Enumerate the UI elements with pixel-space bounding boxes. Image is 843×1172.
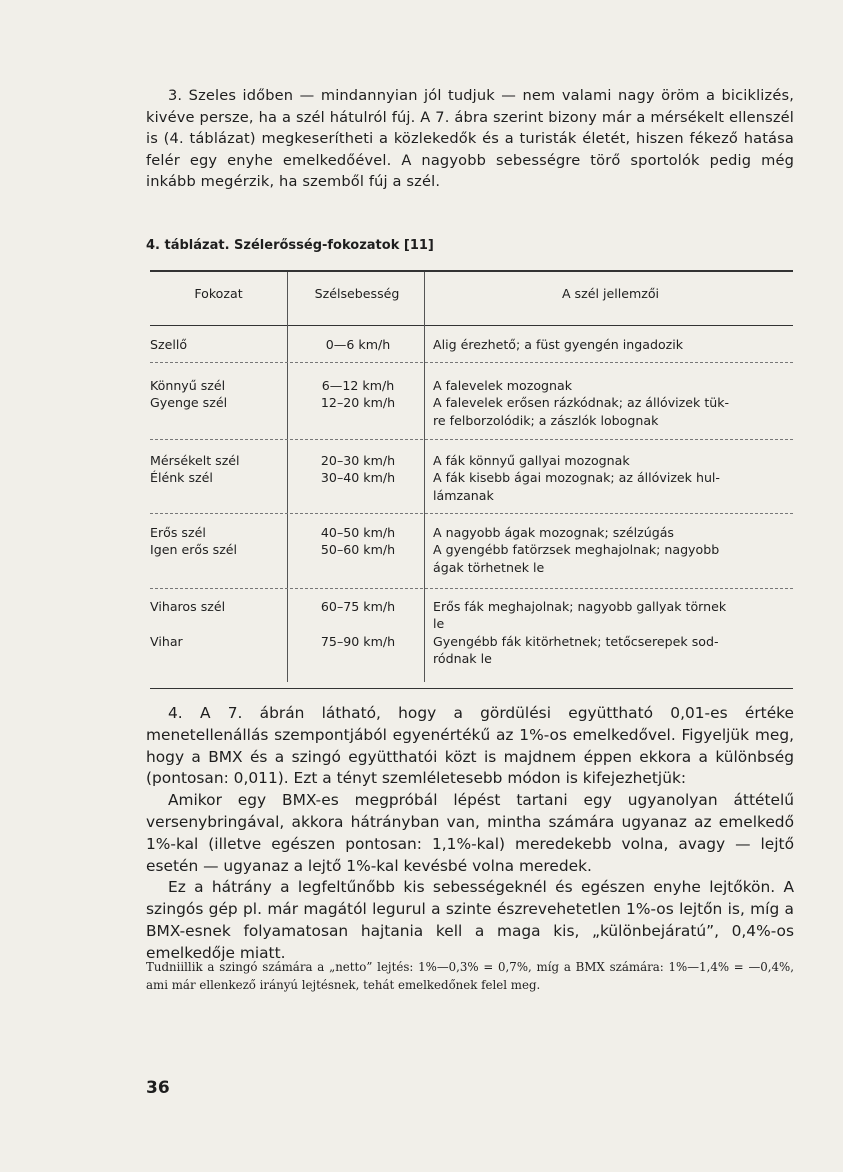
table-cell-name: [150, 615, 290, 632]
table-cell-desc: A falevelek erősen rázkódnak; az állóvizek tük-: [433, 395, 730, 411]
table-cell-desc: A fák könnyű gallyai mozognak: [433, 453, 630, 468]
table-cell-name: Vihar: [150, 633, 183, 649]
table-cell-speed: 50–60 km/h: [320, 542, 396, 558]
table-cell-speed: 20–30 km/h: [320, 453, 396, 468]
table-bottom-rule: [150, 688, 793, 689]
table-caption: 4. táblázat. Szélerősség-fokozatok [11]: [146, 238, 434, 253]
table-cell-desc: A gyengébb fatörzsek meghajolnak; nagyobb: [433, 542, 720, 558]
table-cell-desc: Gyengébb fák kitörhetnek; tetőcserepek sod-: [433, 633, 719, 649]
table-cell-desc: ródnak le: [433, 651, 492, 667]
table-group-rule: [150, 362, 793, 363]
table-cell-name: Könnyű szél: [150, 378, 226, 393]
table-cell-speed: 12–20 km/h: [320, 395, 396, 411]
table-cell-desc: Erős fák meghajolnak; nagyobb gallyak törnek: [433, 599, 727, 614]
table-header-szelsebesseg: Szélsebesség: [314, 286, 400, 301]
paragraph: Amikor egy BMX-es megpróbál lépést tartani egy ugyanolyan áttételű versenybringával, akkora hátrányban van, mintha számára ugyanaz az emelkedő 1%-kal (illetve egészen pontosan: 1,1%-kal) meredekebb volna, avagy — lejtő esetén — ugyanaz a lejtő 1%-kal kevésbé volna meredek.: [146, 791, 794, 875]
table-cell-speed: 30–40 km/h: [320, 470, 396, 486]
table-column-divider-2: [424, 272, 425, 682]
table-cell-desc: re felborzolódik; a zászlók lobognak: [433, 412, 659, 428]
table-cell-desc: A nagyobb ágak mozognak; szélzúgás: [433, 525, 674, 540]
body-text: [146, 703, 794, 965]
table-cell-desc: Alig érezhető; a füst gyengén ingadozik: [433, 337, 684, 352]
footnote: Tudniillik a szingó számára a „netto” lejtés: 1%—0,3% = 0,7%, míg a BMX számára: 1%—1,4% = —0,4%, ami már ellenkező irányú lejtésnek, tehát emelkedőnek felel meg.: [146, 960, 794, 992]
table-cell-speed: 60–75 km/h: [320, 599, 396, 614]
table-group-rule: [150, 513, 793, 514]
table-cell-speed: 6—12 km/h: [321, 378, 395, 393]
table-cell-desc: le: [433, 616, 445, 632]
paragraph: 4. A 7. ábrán látható, hogy a gördülési együttható 0,01-es értéke menetellenállás szempontjából egyenértékű az 1%-os emelkedővel. Figyeljük meg, hogy a BMX és a szingó együtthatói közt is majdnem éppen ekkora a különbség (pontosan: 0,011). Ezt a tényt szemléletesebb módon is kifejezhetjük:: [146, 704, 794, 788]
table-top-rule: [150, 270, 793, 272]
table-header-fokozat: Fokozat: [194, 286, 243, 301]
table-cell-desc: lámzanak: [433, 487, 494, 503]
table-cell-desc: A fák kisebb ágai mozognak; az állóvizek hul-: [433, 470, 720, 486]
paragraph: Ez a hátrány a legfeltűnőbb kis sebességeknél és egészen enyhe lejtőkön. A szingós gép pl. már magától legurul a szinte észrevehetetlen 1%-os lejtőn is, míg a BMX-esnek folyamatosan hajtania kell a maga kis, „különbejáratú”, 0,4%-os emelkedője miatt.: [146, 878, 794, 962]
page-number: 36: [146, 1078, 170, 1098]
table-cell-name: Igen erős szél: [150, 542, 238, 558]
table-cell-speed: 0—6 km/h: [325, 337, 391, 352]
table-cell-desc: A falevelek mozognak: [433, 378, 573, 393]
intro-paragraph: 3. Szeles időben — mindannyian jól tudjuk — nem valami nagy öröm a biciklizés, kivéve persze, ha a szél hátulról fúj. A 7. ábra szerint bizony már a mérsékelt ellenszél is (4. táblázat) megkeserítheti a közlekedők és a turisták életét, hiszen fékező hatása felér egy enyhe emelkedőével. A nagyobb sebességre törő sportolók pedig még inkább megérzik, ha szemből fúj a szél.: [146, 87, 794, 191]
table-cell-name: Erős szél: [150, 525, 206, 540]
table-cell-name: Gyenge szél: [150, 395, 228, 411]
table-group-rule: [150, 588, 793, 589]
table-cell-name: Mérsékelt szél: [150, 453, 240, 468]
table-header-jellemzoi: A szél jellemzői: [561, 286, 660, 301]
table-header-rule: [150, 325, 793, 326]
table-cell-speed: 75–90 km/h: [320, 633, 396, 649]
table-cell-desc: ágak törhetnek le: [433, 559, 545, 575]
table-cell-name: Élénk szél: [150, 470, 213, 486]
table-group-rule: [150, 439, 793, 440]
table-cell-speed: [298, 615, 418, 632]
table-cell-name: Viharos szél: [150, 599, 226, 614]
table-cell-speed: 40–50 km/h: [320, 525, 396, 540]
table-cell-name: Szellő: [150, 337, 188, 352]
